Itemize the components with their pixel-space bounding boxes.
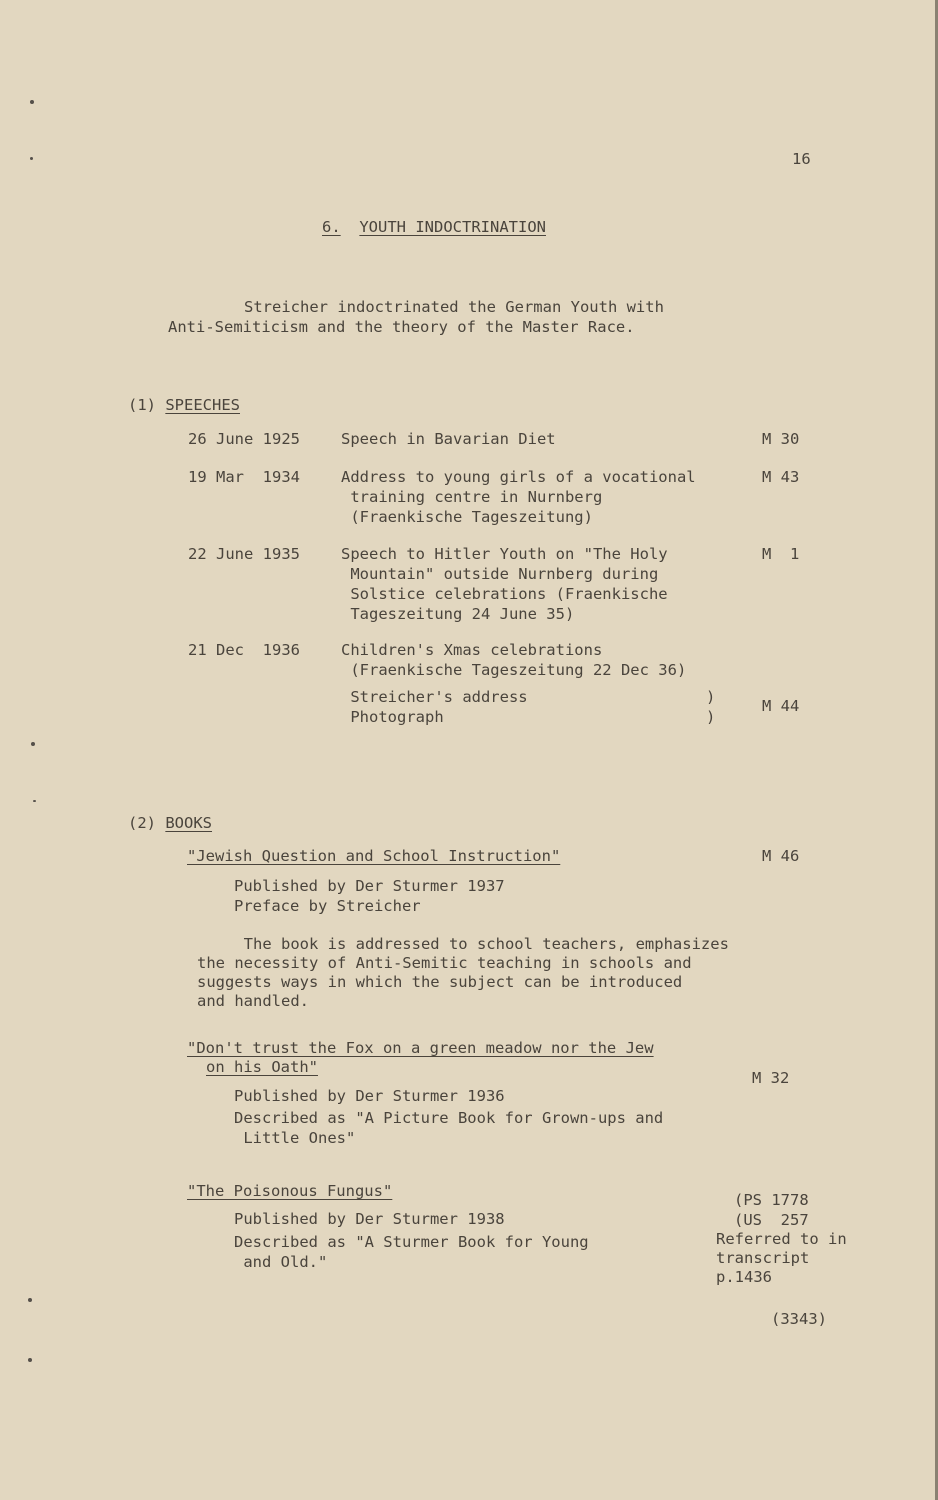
book-reference: M 32 [752,1069,790,1087]
speech-description: (Fraenkische Tageszeitung) [341,508,593,526]
speech-reference: M 30 [762,430,800,448]
section-number: 6. [322,218,341,236]
book-description: and Old." [234,1253,328,1271]
speech-date: 21 Dec 1936 [188,641,300,659]
book-reference: M 46 [762,847,800,865]
speech-date: 22 June 1935 [188,545,300,563]
speech-reference: M 44 [762,697,800,715]
binder-hole-mark [31,742,35,746]
binder-hole-mark [30,100,34,104]
speeches-heading-number: (1) [128,396,156,414]
book-reference: (PS 1778 [734,1191,809,1209]
intro-line-2: Anti-Semiticism and the theory of the Master Race. [168,318,635,336]
book-preface: Preface by Streicher [234,897,421,915]
speech-description: Speech in Bavarian Diet [341,430,556,448]
book-description: Described as "A Sturmer Book for Young [234,1233,589,1251]
speeches-heading [128,396,240,416]
books-heading [128,814,212,834]
book-description: Described as "A Picture Book for Grown-ups and [234,1109,664,1127]
book-description: the necessity of Anti-Semitic teaching in schools and [197,954,692,972]
book-description: suggests ways in which the subject can be introduced [197,973,683,991]
speech-description: training centre in Nurnberg [341,488,603,506]
book-publisher: Published by Der Sturmer 1938 [234,1210,505,1228]
binder-hole-mark [28,1358,32,1362]
speech-reference: M 43 [762,468,800,486]
binder-hole-mark [30,157,33,160]
speech-reference: M 1 [762,545,800,563]
intro-line-1: Streicher indoctrinated the German Youth with [244,298,664,316]
speech-description: Solstice celebrations (Fraenkische [341,585,668,603]
speech-description: Children's Xmas celebrations [341,641,603,659]
books-heading-label: BOOKS [165,814,213,832]
speech-description: Tageszeitung 24 June 35) [341,605,575,623]
book-title: "Jewish Question and School Instruction" [187,847,561,865]
speech-date: 26 June 1925 [188,430,300,448]
speech-sub-item: Photograph [341,708,444,726]
book-title: on his Oath" [206,1058,318,1076]
binder-hole-mark [28,1298,32,1302]
bracket-mark: ) [706,708,716,726]
book-publisher: Published by Der Sturmer 1936 [234,1087,505,1105]
speech-date: 19 Mar 1934 [188,468,300,486]
binder-hole-mark [33,800,36,802]
book-title: "Don't trust the Fox on a green meadow nor the Jew [187,1039,654,1057]
footer-document-number: (3343) [771,1310,827,1328]
bracket-mark: ) [706,688,716,706]
section-title [322,218,546,238]
book-publisher: Published by Der Sturmer 1937 [234,877,505,895]
speeches-heading-label: SPEECHES [165,396,240,414]
book-reference-note: p.1436 [716,1268,772,1286]
book-reference-note: Referred to in [716,1230,847,1248]
speech-sub-item: Streicher's address [341,688,528,706]
book-description: The book is addressed to school teachers, emphasizes [197,935,729,953]
book-reference-note: transcript [716,1249,810,1267]
speech-description: Address to young girls of a vocational [341,468,696,486]
book-title: "The Poisonous Fungus" [187,1182,393,1200]
book-description: and handled. [197,992,309,1010]
speech-description: (Fraenkische Tageszeitung 22 Dec 36) [341,661,687,679]
speech-description: Speech to Hitler Youth on "The Holy [341,545,668,563]
section-heading: YOUTH INDOCTRINATION [359,218,546,236]
books-heading-number: (2) [128,814,156,832]
page-number: 16 [792,150,811,168]
book-reference: (US 257 [734,1211,809,1229]
book-description: Little Ones" [234,1129,356,1147]
speech-description: Mountain" outside Nurnberg during [341,565,659,583]
